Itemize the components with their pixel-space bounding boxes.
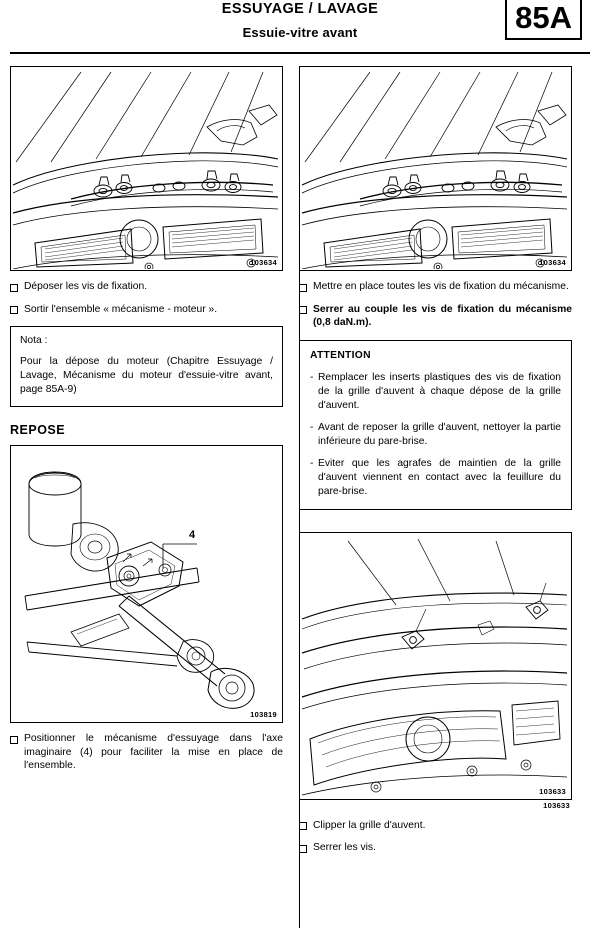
figure-wiper-mechanism	[10, 445, 283, 723]
checkbox-icon	[10, 284, 18, 292]
figure-code-right-1: 103634	[539, 258, 566, 267]
dash-marker: -	[310, 371, 314, 383]
dash-marker: -	[310, 421, 314, 433]
list-item-label: Sortir l'ensemble « mécanisme - moteur ».	[24, 303, 218, 315]
figure-scuttle-grille-right	[299, 66, 572, 271]
list-item	[10, 280, 283, 294]
list-item	[299, 303, 572, 330]
list-item-label: Serrer les vis.	[313, 842, 376, 853]
attention-title: ATTENTION	[310, 349, 371, 361]
checkbox-icon	[10, 736, 18, 744]
figure-scuttle-grille-left	[10, 66, 283, 271]
figure-code-right-2-inner: 103633	[539, 786, 566, 796]
figure-code-left-1: 103634	[250, 258, 277, 267]
list-item	[299, 841, 572, 855]
scuttle-grille-illustration-2	[300, 67, 569, 269]
wiper-mechanism-illustration	[11, 446, 280, 721]
header-divider	[10, 52, 590, 54]
scuttle-clips-illustration	[300, 533, 569, 798]
figure-callout-4: 4	[189, 529, 196, 541]
attention-item-label: Eviter que les agrafes de maintien de la grille d'auvent viennent en contact avec la feuillure du pare-brise.	[318, 457, 561, 497]
nota-body: Pour la dépose du moteur (Chapitre Essuyage / Lavage, Mécanisme du moteur d'essuie-vitre avant, page 85A-9)	[20, 356, 273, 395]
attention-item	[310, 421, 561, 449]
dash-marker: -	[310, 457, 314, 469]
section-heading-repose: REPOSE	[10, 423, 66, 437]
header-titles	[10, 0, 590, 42]
attention-item-label: Avant de reposer la grille d'auvent, nettoyer la partie inférieure du pare-brise.	[318, 421, 561, 447]
list-item-label: Déposer les vis de fixation.	[24, 281, 148, 292]
right-column	[299, 66, 572, 855]
attention-item-label: Remplacer les inserts plastiques des vis de fixation de la grille d'auvent à chaque dépose de la grille d'auvent.	[318, 371, 561, 411]
list-item	[299, 280, 572, 294]
page-header	[10, 0, 590, 56]
checkbox-icon	[299, 306, 307, 314]
chapter-code-badge: 85A	[505, 0, 582, 40]
nota-title: Nota :	[20, 335, 48, 346]
content-columns	[10, 66, 590, 855]
checkbox-icon	[299, 845, 307, 853]
list-item	[10, 303, 283, 317]
list-item	[299, 819, 572, 833]
attention-item	[310, 371, 561, 413]
page-subtitle: Essuie-vitre avant	[242, 25, 358, 40]
list-item-label: Mettre en place toutes les vis de fixation du mécanisme.	[313, 281, 569, 292]
list-item	[10, 732, 283, 773]
scuttle-grille-illustration	[11, 67, 280, 269]
list-item-label	[313, 303, 572, 330]
attention-item	[310, 457, 561, 499]
checkbox-icon	[299, 822, 307, 830]
list-item-label: Clipper la grille d'auvent.	[313, 819, 426, 831]
figure-code-right-2-outer: 103633	[543, 800, 570, 810]
list-item-label: Positionner le mécanisme d'essuyage dans l'axe imaginaire (4) pour faciliter la mise en place de l'ensemble.	[24, 733, 283, 771]
nota-box	[10, 326, 283, 407]
page-title: ESSUYAGE / LAVAGE	[221, 1, 379, 17]
figure-code-left-2: 103819	[250, 710, 277, 719]
left-column	[10, 66, 283, 855]
list-item-label-bold: Serrer au couple les vis de fixation du mécanisme (0,8 daN.m).	[313, 303, 572, 328]
checkbox-icon	[299, 284, 307, 292]
attention-box	[299, 340, 572, 510]
figure-scuttle-clips	[299, 532, 572, 800]
checkbox-icon	[10, 306, 18, 314]
